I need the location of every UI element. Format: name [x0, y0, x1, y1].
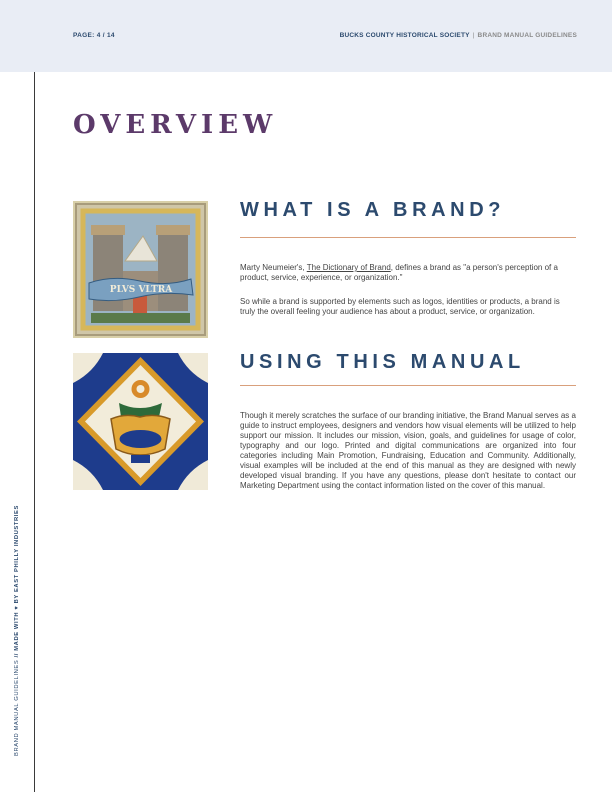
- section-heading-what-is-a-brand: WHAT IS A BRAND?: [240, 199, 506, 221]
- section-divider: [240, 237, 576, 238]
- manual-usage-paragraph: Though it merely scratches the surface of our branding initiative, the Brand Manual serves as a guide to instruct employees, designers and vendors how visual elements will be utilized to help support our mission. It includes our mission, vision, goals, and guidelines for usage of color, typography and our logo. Printed and digital communications are organized into four categories including Main Promotion, Fundraising, Education and Community. Additionally, visual examples will be included at the end of this manual as they are designed with newly developed visual branding. If you have any questions, please don't hesitate to contact our Marketing Department using the contact information listed on the cover of this manual.: [240, 411, 576, 490]
- para-text: Marty Neumeier's,: [240, 263, 307, 272]
- heart-icon: ♥: [14, 605, 20, 610]
- sidebar-maker: BY EAST PHILLY INDUSTRIES: [14, 505, 20, 604]
- brand-feeling-paragraph: So while a brand is supported by elements such as logos, identities or products, a brand is truly the overall feeling your audience has about a product, service, or organization.: [240, 297, 560, 316]
- header-title: [340, 32, 577, 39]
- sidebar-rule: [34, 72, 35, 792]
- dictionary-of-brand-link[interactable]: The Dictionary of Brand: [306, 263, 391, 272]
- page-header: [0, 0, 612, 72]
- sidebar-separator: //: [14, 652, 20, 658]
- section-divider: [240, 385, 576, 386]
- brand-definition-paragraph: [240, 263, 576, 283]
- para-text: , defines a brand as "a person's perception of a product, service, experience, or organization.": [240, 263, 558, 282]
- section-heading-using-this-manual: USING THIS MANUAL: [240, 351, 525, 373]
- tile-banner-text: PLVS VLTRA: [109, 285, 173, 295]
- sidebar-made-with: MADE WITH: [14, 611, 20, 651]
- vase-tile-image: [73, 353, 208, 490]
- sidebar-credit: [14, 505, 20, 756]
- header-separator: |: [472, 32, 475, 39]
- page-number: PAGE: 4 / 14: [73, 32, 115, 39]
- page-title: OVERVIEW: [73, 110, 278, 140]
- document-name: BRAND MANUAL GUIDELINES: [477, 32, 577, 39]
- organization-name: BUCKS COUNTY HISTORICAL SOCIETY: [339, 32, 470, 39]
- sidebar-doc-name: BRAND MANUAL GUIDELINES: [14, 659, 20, 756]
- castle-tile-image: [73, 201, 208, 338]
